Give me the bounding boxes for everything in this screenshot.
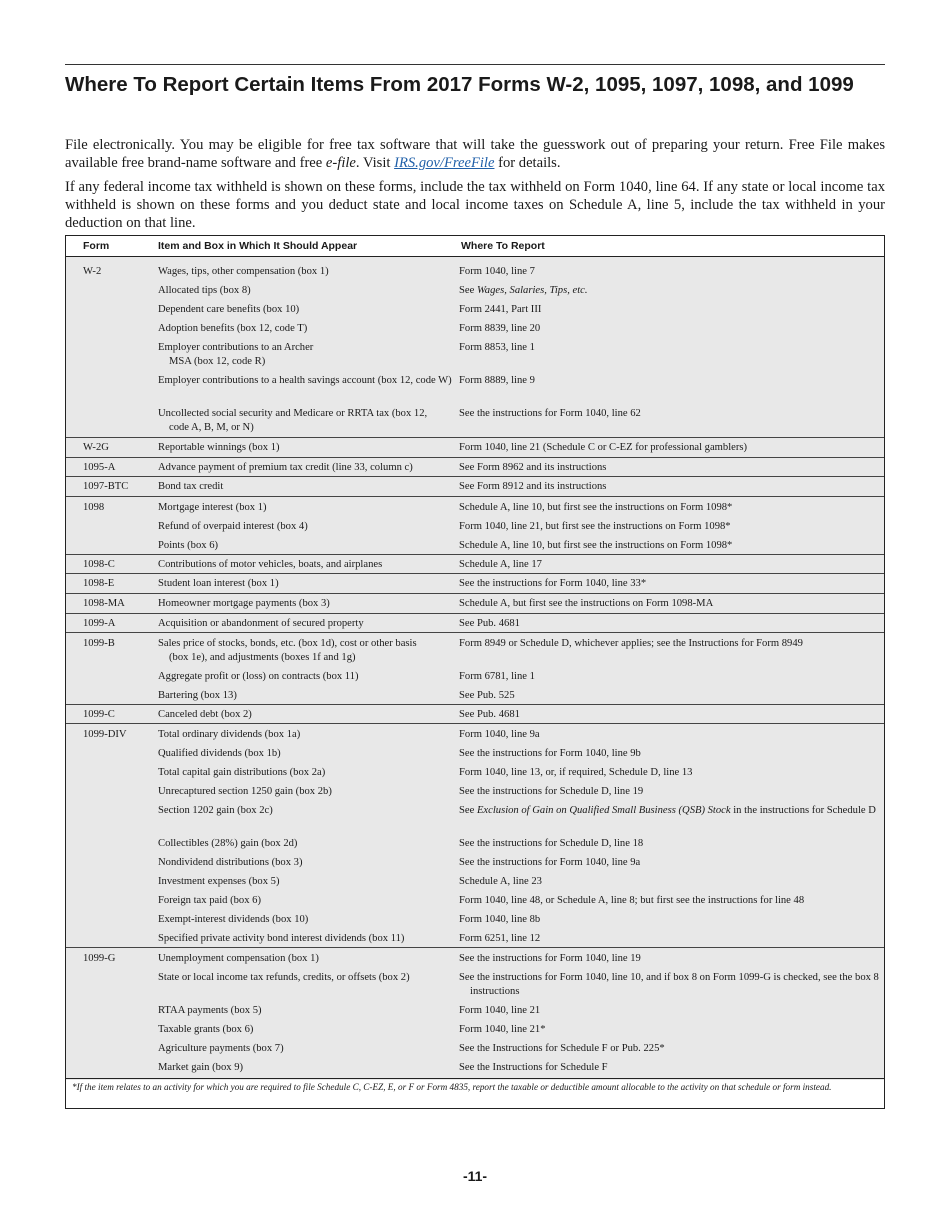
item-cell: Allocated tips (box 8) bbox=[158, 285, 251, 296]
item-cell: Market gain (box 9) bbox=[158, 1062, 244, 1073]
where-cell: See the instructions for Form 1040, line 33* bbox=[459, 578, 647, 589]
table-group-1099g bbox=[66, 948, 884, 1079]
intro-text: File electronically. You may be eligible for free tax software that will take the guesswork out of preparing your return. Free File makes available free brand-name software and free bbox=[65, 137, 885, 171]
where-cell: See the instructions for Form 1040, line 9b bbox=[459, 748, 641, 759]
form-name: 1099-B bbox=[83, 638, 115, 649]
table-group-1099b bbox=[66, 633, 884, 705]
item-cell: Taxable grants (box 6) bbox=[158, 1024, 254, 1035]
item-cell: Exempt-interest dividends (box 10) bbox=[158, 914, 309, 925]
table-group-1098ma bbox=[66, 594, 884, 614]
item-cell: Employer contributions to a health savings account (box 12, code W) bbox=[158, 375, 452, 386]
where-cell: See Form 8962 and its instructions bbox=[459, 462, 607, 473]
table-group-1097btc bbox=[66, 477, 884, 497]
item-cell: Aggregate profit or (loss) on contracts (box 11) bbox=[158, 671, 359, 682]
item-cell: Employer contributions to an Archer MSA (box 12, code R) bbox=[158, 342, 314, 367]
item-cell: State or local income tax refunds, credits, or offsets (box 2) bbox=[158, 972, 410, 983]
header-where: Where To Report bbox=[461, 240, 545, 252]
table-group-1098c bbox=[66, 555, 884, 574]
item-cell: Qualified dividends (box 1b) bbox=[158, 748, 281, 759]
form-name: 1098-MA bbox=[83, 598, 125, 609]
where-cell: See Exclusion of Gain on Qualified Small Business (QSB) Stock in the instructions for Schedule D bbox=[459, 805, 876, 816]
table-group-1099c bbox=[66, 705, 884, 724]
item-cell: Reportable winnings (box 1) bbox=[158, 442, 280, 453]
where-cell: See Pub. 4681 bbox=[459, 618, 520, 629]
where-cell: Form 1040, line 21 (Schedule C or C-EZ for professional gamblers) bbox=[459, 442, 748, 453]
item-cell: Agriculture payments (box 7) bbox=[158, 1043, 284, 1054]
where-cell: Form 1040, line 8b bbox=[459, 914, 541, 925]
page-number: -11- bbox=[462, 1168, 488, 1184]
item-cell: Canceled debt (box 2) bbox=[158, 709, 252, 720]
where-cell: Form 1040, line 21* bbox=[459, 1024, 546, 1035]
intro-text: . Visit bbox=[355, 155, 395, 171]
item-cell: Dependent care benefits (box 10) bbox=[158, 304, 300, 315]
top-rule bbox=[65, 64, 885, 65]
intro-paragraph-efile bbox=[65, 136, 885, 172]
report-table bbox=[65, 235, 885, 1109]
table-group-1099div bbox=[66, 724, 884, 948]
where-cell: Form 8889, line 9 bbox=[459, 375, 535, 386]
item-cell: Unrecaptured section 1250 gain (box 2b) bbox=[158, 786, 332, 797]
item-cell: Points (box 6) bbox=[158, 540, 219, 551]
item-cell: Unemployment compensation (box 1) bbox=[158, 953, 319, 964]
where-cell: Form 1040, line 48, or Schedule A, line 8; but first see the instructions for line 48 bbox=[459, 895, 805, 906]
where-cell: Form 2441, Part III bbox=[459, 304, 542, 315]
where-cell: Form 1040, line 9a bbox=[459, 729, 540, 740]
item-cell: RTAA payments (box 5) bbox=[158, 1005, 262, 1016]
item-cell: Uncollected social security and Medicare or RRTA tax (box 12, code A, B, M, or N) bbox=[158, 408, 428, 433]
where-cell: Form 1040, line 21 bbox=[459, 1005, 541, 1016]
item-cell: Collectibles (28%) gain (box 2d) bbox=[158, 838, 298, 849]
form-name: 1099-G bbox=[83, 953, 116, 964]
where-cell: See the instructions for Form 1040, line 62 bbox=[459, 408, 641, 419]
efile-term: e-file bbox=[325, 155, 356, 171]
item-cell: Sales price of stocks, bonds, etc. (box 1d), cost or other basis (box 1e), and adjustments (boxes 1f and 1g) bbox=[158, 638, 417, 663]
form-name: 1098-C bbox=[83, 559, 115, 570]
where-cell: Form 6251, line 12 bbox=[459, 933, 541, 944]
where-cell: Form 1040, line 21, but first see the instructions on Form 1098* bbox=[459, 521, 731, 532]
where-cell: See Pub. 4681 bbox=[459, 709, 520, 720]
where-cell: See the Instructions for Schedule F or Pub. 225* bbox=[459, 1043, 665, 1054]
where-cell: See the instructions for Form 1040, line 10, and if box 8 on Form 1099-G is checked, see the box 8 instructions bbox=[459, 972, 879, 997]
item-cell: Advance payment of premium tax credit (line 33, column c) bbox=[158, 462, 413, 473]
form-name: 1095-A bbox=[83, 462, 116, 473]
where-cell: See the instructions for Schedule D, line 18 bbox=[459, 838, 644, 849]
where-cell: Form 1040, line 13, or, if required, Schedule D, line 13 bbox=[459, 767, 693, 778]
item-cell: Refund of overpaid interest (box 4) bbox=[158, 521, 308, 532]
where-cell: Schedule A, line 17 bbox=[459, 559, 542, 570]
form-name: 1098-E bbox=[83, 578, 115, 589]
item-cell: Total capital gain distributions (box 2a) bbox=[158, 767, 326, 778]
item-cell: Bond tax credit bbox=[158, 481, 224, 492]
item-cell: Student loan interest (box 1) bbox=[158, 578, 279, 589]
where-cell: Form 8839, line 20 bbox=[459, 323, 541, 334]
item-cell: Specified private activity bond interest dividends (box 11) bbox=[158, 933, 405, 944]
item-cell: Bartering (box 13) bbox=[158, 690, 237, 701]
table-group-w2 bbox=[66, 257, 884, 438]
where-cell: See Wages, Salaries, Tips, etc. bbox=[459, 285, 588, 296]
item-cell: Wages, tips, other compensation (box 1) bbox=[158, 266, 329, 277]
where-cell: See the Instructions for Schedule F bbox=[459, 1062, 608, 1073]
table-group-w2g bbox=[66, 438, 884, 458]
where-cell: See Form 8912 and its instructions bbox=[459, 481, 607, 492]
item-cell: Acquisition or abandonment of secured property bbox=[158, 618, 364, 629]
item-cell: Contributions of motor vehicles, boats, and airplanes bbox=[158, 559, 383, 570]
item-cell: Investment expenses (box 5) bbox=[158, 876, 280, 887]
table-group-1098e bbox=[66, 574, 884, 594]
where-cell: Schedule A, line 23 bbox=[459, 876, 542, 887]
form-name: 1099-DIV bbox=[83, 729, 127, 740]
where-cell: See the instructions for Schedule D, line 19 bbox=[459, 786, 644, 797]
form-name: W-2 bbox=[83, 266, 102, 277]
where-cell: Schedule A, line 10, but first see the instructions on Form 1098* bbox=[459, 502, 733, 513]
where-cell: See the instructions for Form 1040, line 9a bbox=[459, 857, 641, 868]
intro-paragraph-withholding: If any federal income tax withheld is shown on these forms, include the tax withheld on Form 1040, line 64. If any state or local income tax withheld is shown on these forms and you deduct state and local income taxes on Schedule A, line 5, include the tax withheld in your deduction on that line. bbox=[65, 179, 885, 231]
form-name: 1097-BTC bbox=[83, 481, 129, 492]
where-cell: Form 8949 or Schedule D, whichever applies; see the Instructions for Form 8949 bbox=[459, 638, 803, 649]
item-cell: Homeowner mortgage payments (box 3) bbox=[158, 598, 330, 609]
free-file-link[interactable]: IRS.gov/FreeFile bbox=[394, 155, 495, 171]
table-header bbox=[66, 236, 884, 257]
item-cell: Foreign tax paid (box 6) bbox=[158, 895, 261, 906]
table-group-1099a bbox=[66, 614, 884, 633]
item-cell: Adoption benefits (box 12, code T) bbox=[158, 323, 308, 334]
table-footnote: *If the item relates to an activity for which you are required to file Schedule C, C-EZ, E, or F or Form 4835, report the taxable or deductible amount allocable to the activity on that schedule or form instead. bbox=[66, 1080, 884, 1108]
item-cell: Total ordinary dividends (box 1a) bbox=[158, 729, 301, 740]
where-cell: Form 8853, line 1 bbox=[459, 342, 535, 353]
header-item: Item and Box in Which It Should Appear bbox=[158, 240, 358, 252]
page-title: Where To Report Certain Items From 2017 Forms W-2, 1095, 1097, 1098, and 1099 bbox=[65, 73, 854, 96]
table-group-1095a bbox=[66, 458, 884, 477]
item-cell: Section 1202 gain (box 2c) bbox=[158, 805, 273, 816]
item-cell: Nondividend distributions (box 3) bbox=[158, 857, 303, 868]
where-cell: Schedule A, but first see the instructions on Form 1098-MA bbox=[459, 598, 714, 609]
item-cell: Mortgage interest (box 1) bbox=[158, 502, 267, 513]
where-cell: See the instructions for Form 1040, line 19 bbox=[459, 953, 641, 964]
form-name: 1099-C bbox=[83, 709, 115, 720]
where-cell: Form 1040, line 7 bbox=[459, 266, 535, 277]
intro-text: for details. bbox=[494, 155, 561, 171]
form-name: W-2G bbox=[83, 442, 109, 453]
form-name: 1098 bbox=[83, 502, 105, 513]
form-name: 1099-A bbox=[83, 618, 116, 629]
table-group-1098 bbox=[66, 497, 884, 555]
where-cell: Schedule A, line 10, but first see the instructions on Form 1098* bbox=[459, 540, 733, 551]
where-cell: See Pub. 525 bbox=[459, 690, 515, 701]
header-form: Form bbox=[83, 240, 110, 252]
where-cell: Form 6781, line 1 bbox=[459, 671, 535, 682]
